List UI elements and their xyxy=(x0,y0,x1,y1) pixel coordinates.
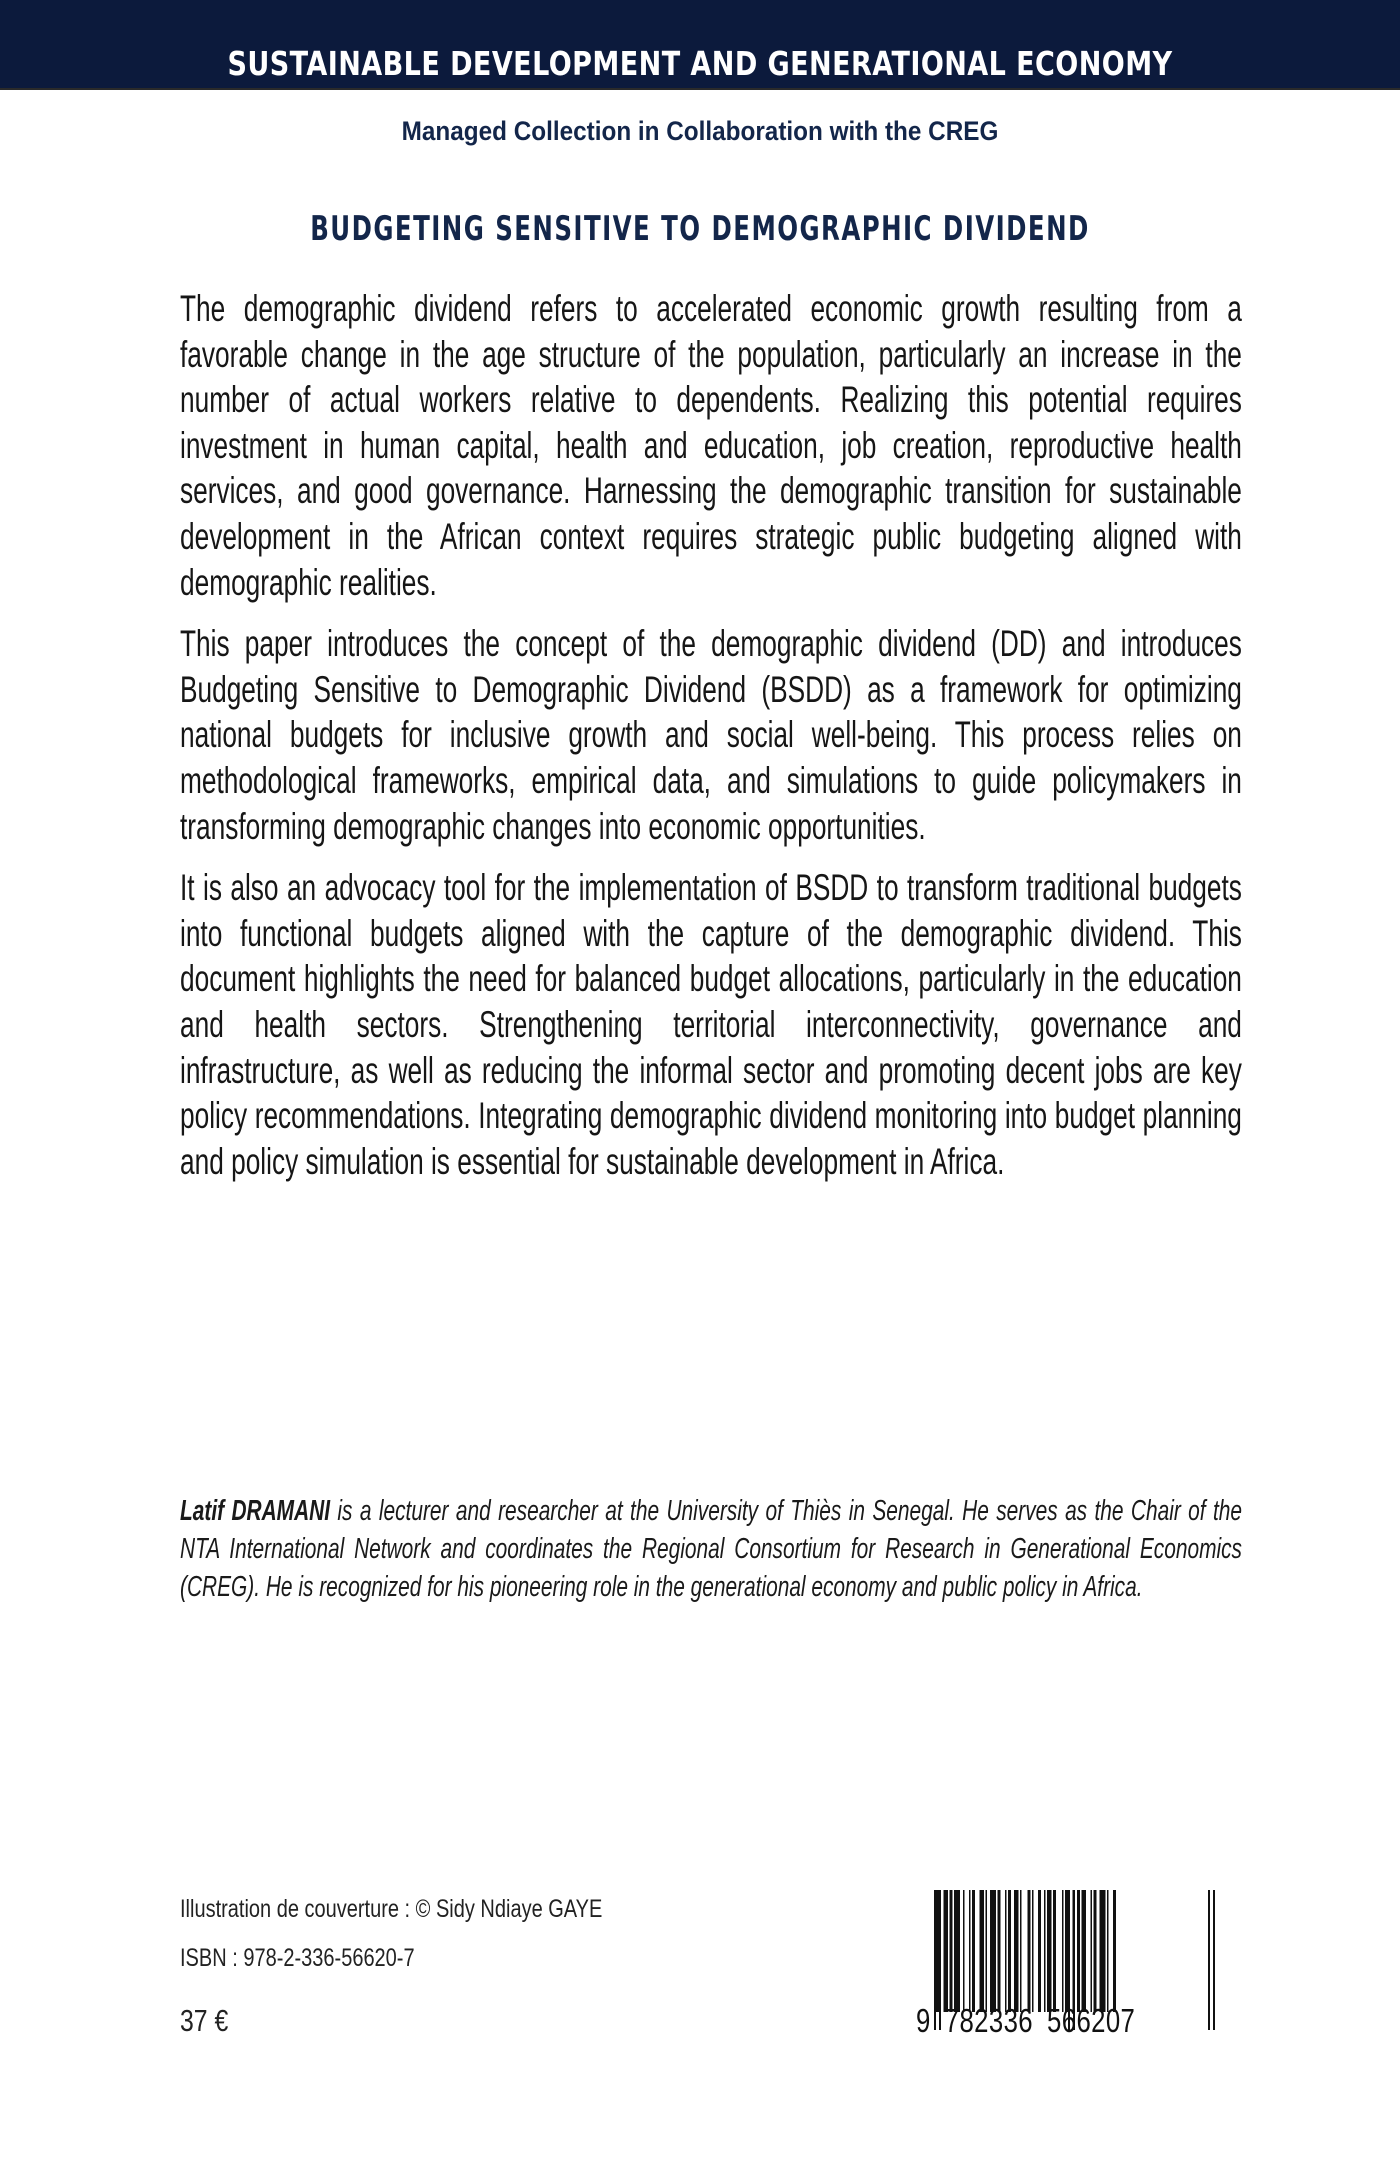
barcode-bar xyxy=(1065,1890,1068,2012)
barcode-bar xyxy=(1028,1890,1031,2012)
barcode-guard-bar xyxy=(1213,1890,1215,2030)
barcode-bar xyxy=(998,1890,1001,2012)
author-name: Latif DRAMANI xyxy=(180,1495,331,1527)
barcode-bar xyxy=(1107,1890,1109,2012)
barcode-bar xyxy=(1038,1890,1041,2012)
author-bio-body: is a lecturer and researcher at the University of Thiès in Senegal. He serves as the Chair of the NTA International Network and coordinates the Regional Consortium for Research in Generational Economics (CREG). He is recognized for his pioneering role in the generational economy and public policy in Africa. xyxy=(180,1495,1242,1603)
barcode-left-digits: 782336 xyxy=(944,2002,1033,2039)
barcode-bar xyxy=(980,1890,985,2012)
barcode-bar xyxy=(972,1890,975,2012)
barcode-bar xyxy=(1077,1890,1080,2012)
barcode-bar xyxy=(944,1890,949,2012)
summary xyxy=(180,286,1242,1200)
price: 37 € xyxy=(180,2003,229,2038)
barcode-right-digits: 566207 xyxy=(1047,2002,1136,2039)
barcode-bar xyxy=(990,1890,996,2012)
barcode-bar xyxy=(1091,1890,1093,2012)
barcode-bar xyxy=(1113,1890,1116,2012)
barcode-guard-bar xyxy=(1208,1890,1210,2030)
cover-credit: Illustration de couverture : © Sidy Ndiaye GAYE xyxy=(180,1895,603,1923)
barcode-bar xyxy=(1082,1890,1087,2012)
author-bio-text xyxy=(180,1492,1242,1606)
barcode-lead-digit: 9 xyxy=(916,2002,931,2039)
barcode-bar xyxy=(1047,1890,1052,2012)
summary-paragraph: It is also an advocacy tool for the implementation of BSDD to transform traditional budgets into functional budgets aligned with the capture of the demographic dividend. This document highlights the need for balanced budget allocations, particularly in the education and health sectors. Strengthening territorial interconnectivity, governance and infrastructure, as well as reducing the informal sector and promoting decent jobs are key policy recommendations. Integrating demographic dividend monitoring into budget planning and policy simulation is essential for sustainable development in Africa. xyxy=(180,866,1242,1182)
summary-paragraph: The demographic dividend refers to accelerated economic growth resulting from a favorable change in the age structure of the population, particularly an increase in the number of actual workers relative to dependents. Realizing this potential requires investment in human capital, health and education, job creation, reproductive health services, and good governance. Harnessing the demographic transition for sustainable development in the African context requires strategic public budgeting aligned with demographic realities. xyxy=(180,287,1242,603)
barcode-bar xyxy=(1014,1890,1019,2012)
barcode-bar xyxy=(950,1890,953,2012)
barcode-bar xyxy=(986,1890,988,2012)
summary-paragraph: This paper introduces the concept of the demographic dividend (DD) and introduces Budgeting Sensitive to Demographic Dividend (BSDD) as a framework for optimizing national budgets for inclusive growth and social well-being. This process relies on methodological frameworks, empirical data, and simulations to guide policymakers in transforming demographic changes into economic opportunities. xyxy=(180,622,1242,847)
barcode-bar xyxy=(1032,1890,1034,2012)
author-bio xyxy=(180,1492,1242,1606)
barcode-bar xyxy=(1005,1890,1007,2012)
barcode-bar xyxy=(1062,1890,1064,2012)
barcode-digits xyxy=(916,2002,1150,2040)
book-title: BUDGETING SENSITIVE TO DEMOGRAPHIC DIVIDEND xyxy=(310,209,1090,249)
barcode-bar xyxy=(1100,1890,1106,2012)
isbn: ISBN : 978-2-336-56620-7 xyxy=(180,1944,415,1972)
barcode-bar xyxy=(954,1890,960,2012)
barcode-bar xyxy=(969,1890,971,2012)
barcode-bar xyxy=(1053,1890,1056,2012)
barcode-bar xyxy=(1044,1890,1046,2012)
series-title: SUSTAINABLE DEVELOPMENT AND GENERATIONAL ECONOMY xyxy=(227,44,1173,83)
collection-note: Managed Collection in Collaboration with the CREG xyxy=(401,116,999,146)
barcode-bar xyxy=(963,1890,965,2012)
barcode-bar xyxy=(1094,1890,1097,2012)
barcode-bar xyxy=(1008,1890,1011,2012)
barcode-bar xyxy=(1020,1890,1022,2012)
